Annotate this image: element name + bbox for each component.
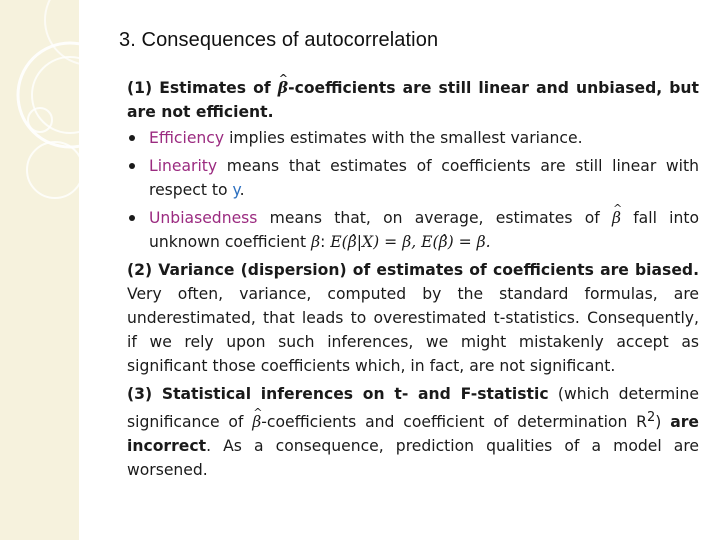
unbiasedness-text-2: fall into unknown coefficient [149,209,699,251]
section-3-paragraph [127,382,699,482]
unbiasedness-text-3: : [320,233,331,251]
term-linearity: Linearity [149,157,218,175]
bullet-dot-icon [129,163,135,169]
bullet-dot-icon [129,135,135,141]
section-3-text-3: ) [655,413,671,432]
unbiasedness-formula: E(β̂|X) = β, E(β̂) = β. [330,233,491,251]
symbol-y: y [232,181,240,199]
section-1-heading [127,76,699,124]
bullet-dot-icon [129,215,135,221]
decorative-side-band [0,0,79,540]
unbiasedness-text: means that, on average, estimates of [257,209,612,227]
slide-title: 3. Consequences of autocorrelation [119,29,439,51]
decorative-circles-graphic [0,0,79,540]
section-1-bullet-list [127,126,699,254]
bullet-unbiasedness [127,206,699,254]
beta-hat-symbol: ^ β [612,206,621,230]
section-3-heading: (3) Statistical inferences on t- and F-statistic [127,385,549,403]
section-2-heading: (2) Variance (dispersion) of estimates of coefficients are biased. [127,261,699,279]
bullet-linearity [127,154,699,202]
section-3-bold-2: are incorrect [127,413,699,456]
beta-hat-symbol: ^ β [278,76,288,100]
beta-hat-symbol: ^ β [252,410,261,434]
linearity-text: means that estimates of coefficients are still linear with respect to [149,157,699,199]
section-2-paragraph [127,258,699,378]
section-3-text-2: -coefficients and coefficient of determination R [261,413,648,432]
section-3-text-4: . As a consequence, prediction qualities of a model are worsened. [127,437,699,480]
beta-symbol: β [311,233,321,251]
superscript-2: 2 [647,410,656,425]
linearity-tail: . [239,181,245,199]
term-unbiasedness: Unbiasedness [149,209,258,227]
bullet-efficiency [127,126,699,150]
section-3-text-1: (which determine significance of [127,385,699,432]
section-2-text: Very often, variance, computed by the standard formulas, are underestimated, that leads to overestimated t-statistics. Consequently, if we rely upon such inferences, we might mistakenly accept as significant those coefficients which, in fact, are not significant. [127,285,699,375]
efficiency-text: implies estimates with the smallest variance. [224,129,583,147]
section-1-heading-suffix: -coefficients are still linear and unbiased, but are not efficient. [127,79,699,121]
section-1-heading-prefix: (1) Estimates of [127,79,278,97]
term-efficiency: Efficiency [149,129,225,147]
slide-body [127,76,699,482]
